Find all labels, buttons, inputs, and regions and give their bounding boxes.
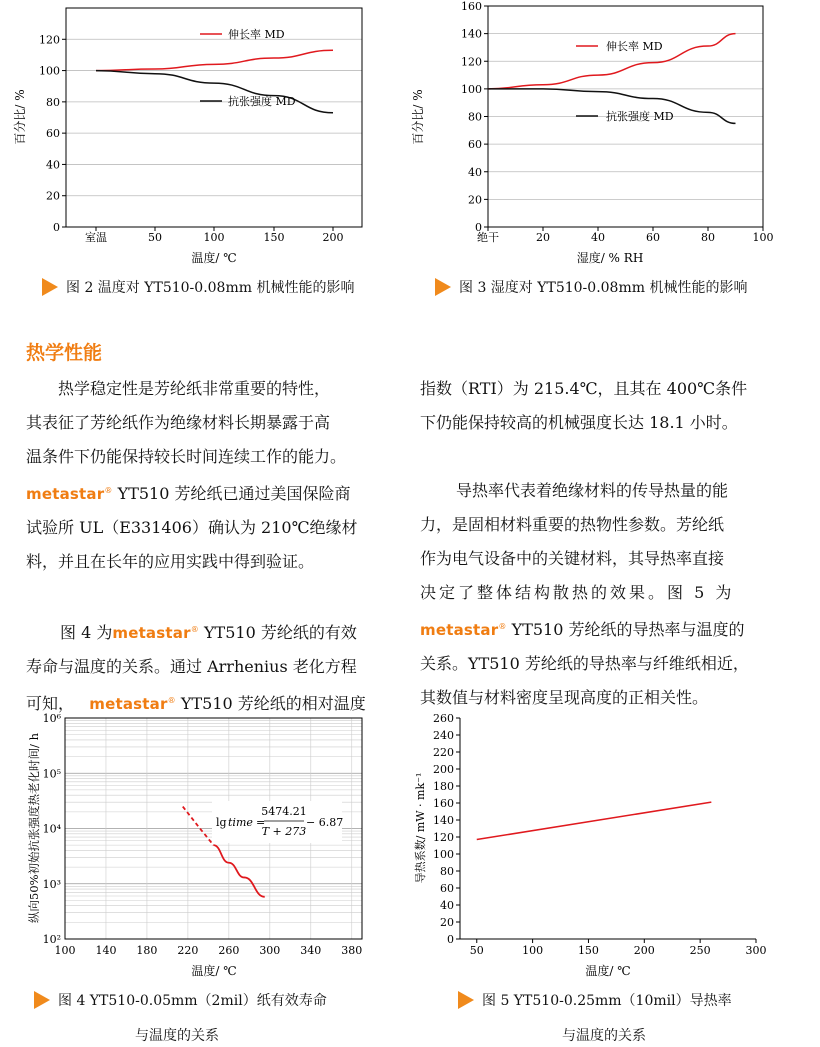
x-tick-label: 40: [591, 231, 605, 244]
fig3-caption-text: 图 3 湿度对 YT510-0.08mm 机械性能的影响: [459, 280, 748, 296]
brand-logo: metastar®: [420, 621, 507, 639]
y-tick-label: 60: [46, 127, 60, 141]
x-tick-label: 绝干: [477, 231, 499, 244]
x-tick-label: 300: [259, 944, 281, 957]
text-line: 下仍能保持较高的机械强度长达 18.1 小时。: [420, 413, 738, 432]
y-tick-label: 10³: [42, 877, 61, 891]
y-tick-label: 100: [433, 848, 454, 861]
y-tick-label: 240: [433, 729, 454, 742]
text-line: 可知， metastar® YT510 芳纶纸的相对温度: [26, 694, 366, 713]
x-tick-label: 200: [633, 944, 655, 957]
legend-label: 伸长率 MD: [228, 28, 285, 41]
y-tick-label: 140: [433, 814, 454, 827]
fig2-chart: [0, 0, 380, 270]
fig5-caption-text: 图 5 YT510-0.25mm（10mil）导热率: [482, 993, 732, 1009]
y-tick-label: 100: [461, 82, 482, 96]
fig3-chart: [400, 0, 800, 270]
fig2-caption-text: 图 2 温度对 YT510-0.08mm 机械性能的影响: [66, 280, 355, 296]
y-tick-label: 80: [46, 95, 60, 109]
arrow-icon: [34, 991, 50, 1009]
equation-numerator: 5474.21: [261, 805, 307, 818]
y-tick-label: 20: [468, 193, 482, 207]
text-line: 决定了整体结构散热的效果。图 5 为: [420, 583, 735, 602]
y-tick-label: 40: [468, 165, 482, 179]
series-line: [96, 50, 333, 70]
text-line: 寿命与温度的关系。通过 Arrhenius 老化方程: [26, 657, 357, 676]
blank-line: [420, 440, 780, 474]
text-line: 作为电气设备中的关键材料，其导热率直接: [420, 549, 725, 568]
y-tick-label: 10⁶: [42, 712, 61, 725]
y-tick-label: 120: [433, 831, 454, 844]
arrow-icon: [458, 991, 474, 1009]
x-tick-label: 200: [322, 231, 344, 244]
x-tick-label: 180: [136, 944, 158, 957]
arrow-icon: [435, 278, 451, 296]
x-tick-label: 250: [689, 944, 711, 957]
x-axis-label: 温度/ ℃: [191, 251, 237, 265]
y-tick-label: 80: [468, 110, 482, 124]
y-axis-label: 导热系数/ mW · mk⁻¹: [414, 772, 427, 884]
y-axis-label: 百分比/ %: [13, 89, 27, 145]
y-tick-label: 10⁴: [42, 822, 61, 836]
brand-logo: metastar®: [112, 624, 199, 642]
fig4-caption: [34, 990, 327, 1010]
y-tick-label: 160: [461, 0, 482, 13]
text-line: 其数值与材料密度呈现高度的正相关性。: [420, 688, 709, 707]
text-line: 导热率代表着绝缘材料的传导热量的能: [456, 481, 729, 500]
y-tick-label: 20: [440, 916, 454, 929]
y-tick-label: 0: [53, 221, 60, 234]
equation-lhs: lg: [216, 816, 227, 829]
brand-logo: metastar®: [26, 485, 113, 503]
x-tick-label: 100: [522, 944, 544, 957]
series-line: [96, 71, 333, 113]
text-line: 指数（RTI）为 215.4℃，且其在 400℃条件: [420, 379, 748, 398]
x-tick-label: 380: [341, 944, 363, 957]
blank-line: [26, 579, 386, 613]
arrow-icon: [42, 278, 58, 296]
text-line: metastar® YT510 芳纶纸已通过美国保险商: [26, 484, 351, 503]
x-axis-label: 温度/ ℃: [191, 964, 237, 978]
y-tick-label: 40: [440, 899, 454, 912]
x-axis-label: 湿度/ % RH: [576, 251, 644, 265]
x-tick-label: 150: [263, 231, 285, 244]
y-tick-label: 220: [433, 746, 454, 759]
text-line: 其表征了芳纶纸作为绝缘材料长期暴露于高: [26, 413, 331, 432]
y-tick-label: 180: [433, 780, 454, 793]
text-line: metastar® YT510 芳纶纸的导热率与温度的: [420, 620, 745, 639]
y-axis-label: 百分比/ %: [411, 89, 425, 145]
fig4-chart: [0, 708, 380, 983]
x-tick-label: 340: [300, 944, 322, 957]
brand-logo: metastar®: [89, 695, 176, 713]
x-tick-label: 100: [54, 944, 76, 957]
fig3-caption: [435, 277, 747, 297]
text-line: 热学稳定性是芳纶纸非常重要的特性，: [58, 379, 331, 398]
text-line: 图 4 为metastar® YT510 芳纶纸的有效: [60, 623, 357, 642]
equation-var: time: [228, 816, 253, 829]
fig4-caption-text: 图 4 YT510-0.05mm（2mil）纸有效寿命: [58, 993, 327, 1009]
x-tick-label: 260: [218, 944, 240, 957]
text-line: 料，并且在长年的应用实践中得到验证。: [26, 552, 315, 571]
text-line: 温条件下仍能保持较长时间连续工作的能力。: [26, 447, 347, 466]
equation-tail: − 6.87: [306, 816, 344, 829]
plot-frame: [66, 8, 362, 227]
y-tick-label: 40: [46, 158, 60, 172]
fig5-chart: [400, 708, 800, 983]
y-tick-label: 260: [433, 712, 454, 725]
fig2-caption: [42, 277, 354, 297]
y-tick-label: 20: [46, 189, 60, 203]
y-axis-label: 纵向50%初始抗张强度热老化时间/ h: [27, 733, 41, 923]
text-line: 试验所 UL（E331406）确认为 210℃绝缘材: [26, 518, 358, 537]
x-tick-label: 140: [95, 944, 117, 957]
equation-eq: =: [256, 816, 266, 829]
fig4-caption-line2: 与温度的关系: [135, 1028, 219, 1044]
y-tick-label: 60: [440, 882, 454, 895]
x-tick-label: 80: [701, 231, 715, 244]
legend-label: 伸长率 MD: [606, 40, 663, 53]
x-tick-label: 150: [577, 944, 599, 957]
fig5-caption: [458, 990, 732, 1010]
y-tick-label: 60: [468, 138, 482, 152]
x-tick-label: 100: [203, 231, 225, 244]
y-tick-label: 120: [39, 33, 60, 47]
legend-label: 抗张强度 MD: [228, 95, 296, 108]
x-tick-label: 100: [752, 231, 774, 244]
series-line: [477, 802, 712, 839]
x-axis-label: 温度/ ℃: [585, 964, 631, 978]
text-line: 力，是固相材料重要的热物性参数。芳纶纸: [420, 515, 725, 534]
y-tick-label: 160: [433, 797, 454, 810]
series-line-dashed: [183, 807, 214, 846]
fig5-caption-line2: 与温度的关系: [562, 1028, 646, 1044]
y-tick-label: 0: [447, 933, 454, 946]
y-tick-label: 100: [39, 64, 60, 78]
y-tick-label: 200: [433, 763, 454, 776]
text-line: 关系。YT510 芳纶纸的导热率与纤维纸相近，: [420, 654, 749, 673]
y-tick-label: 80: [440, 865, 454, 878]
x-tick-label: 60: [646, 231, 660, 244]
legend-label: 抗张强度 MD: [606, 110, 674, 123]
left-text: [26, 372, 386, 721]
y-tick-label: 10⁵: [42, 767, 61, 781]
x-tick-label: 室温: [85, 231, 107, 244]
right-text: [420, 372, 780, 715]
y-tick-label: 140: [461, 27, 482, 41]
x-tick-label: 50: [469, 944, 484, 957]
y-tick-label: 10²: [42, 933, 61, 946]
y-tick-label: 0: [475, 221, 482, 234]
y-tick-label: 120: [461, 55, 482, 69]
x-tick-label: 220: [177, 944, 199, 957]
section-title: 热学性能: [26, 342, 103, 364]
x-tick-label: 50: [148, 231, 162, 244]
equation-denominator: T + 273: [261, 825, 307, 838]
x-tick-label: 20: [536, 231, 550, 244]
x-tick-label: 300: [745, 944, 767, 957]
